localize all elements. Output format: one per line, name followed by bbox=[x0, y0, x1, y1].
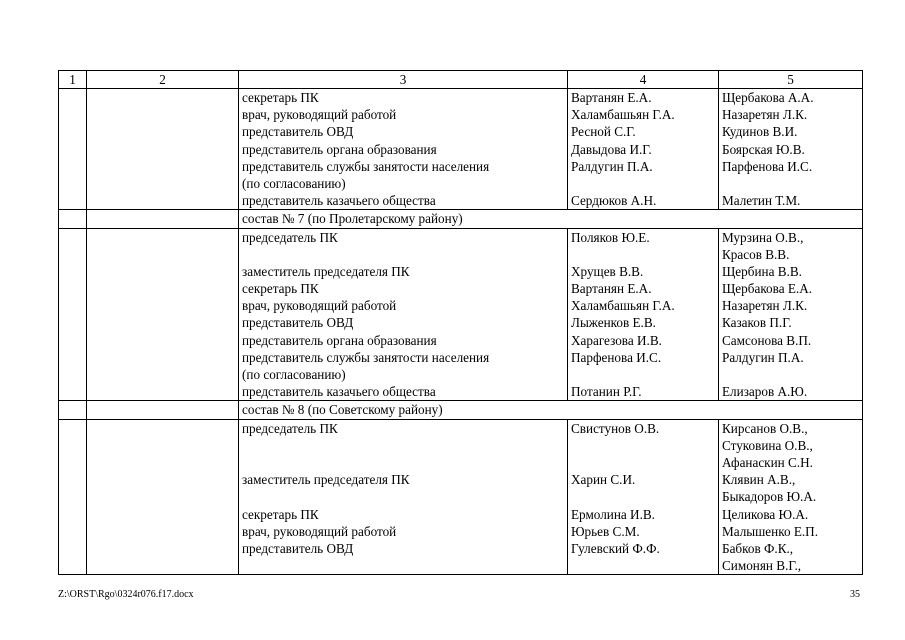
cell-line: Хрущев В.В. bbox=[571, 263, 644, 279]
cell-line bbox=[571, 366, 718, 383]
cell-line: Давыдова И.Г. bbox=[571, 141, 652, 157]
cell-line: Симонян В.Г., bbox=[722, 558, 802, 574]
cell-line: председатель ПК bbox=[242, 229, 338, 245]
cell-line: Вартанян Е.А. bbox=[571, 281, 652, 297]
cell-line: представитель ОВД bbox=[242, 315, 354, 331]
cell-line: Стуковина О.В., bbox=[722, 437, 813, 453]
cell-line bbox=[242, 246, 567, 263]
cell-line: врач, руководящий работой bbox=[242, 298, 397, 314]
cell-line: Ермолина И.В. bbox=[571, 506, 655, 522]
cell-line: заместитель председателя ПК bbox=[242, 472, 410, 488]
section-row bbox=[59, 210, 863, 228]
cell-line: представитель казачьего общества bbox=[242, 193, 436, 209]
cell-line: Свистунов О.В. bbox=[571, 420, 660, 436]
cell-line: Лыженков Е.В. bbox=[571, 315, 656, 331]
cell-line: врач, руководящий работой bbox=[242, 523, 397, 539]
column-header: 5 bbox=[719, 71, 863, 89]
empty-cell bbox=[87, 228, 239, 401]
cell-line: Парфенова И.С. bbox=[722, 158, 813, 174]
column-header: 3 bbox=[239, 71, 568, 89]
section-title: состав № 7 (по Пролетарскому району) bbox=[239, 210, 863, 228]
cell-line bbox=[242, 488, 567, 505]
reserve-cell bbox=[719, 89, 863, 210]
cell-line: Ралдугин П.А. bbox=[571, 158, 653, 174]
empty-cell bbox=[87, 89, 239, 210]
table-row bbox=[59, 419, 863, 575]
cell-line: Щербина В.В. bbox=[722, 263, 802, 279]
table-row bbox=[59, 228, 863, 401]
cell-line: Потанин Р.Г. bbox=[571, 384, 642, 400]
cell-line: представитель казачьего общества bbox=[242, 384, 436, 400]
cell-line: (по согласованию) bbox=[242, 367, 346, 383]
cell-line bbox=[571, 437, 718, 454]
cell-line: Парфенова И.С. bbox=[571, 349, 662, 365]
section-title: состав № 8 (по Советскому району) bbox=[239, 401, 863, 419]
page-number: 35 bbox=[850, 589, 860, 600]
role-cell bbox=[239, 89, 568, 210]
cell-line bbox=[722, 366, 862, 383]
cell-line: секретарь ПК bbox=[242, 90, 319, 105]
cell-line: представитель ОВД bbox=[242, 124, 354, 140]
cell-line bbox=[242, 557, 567, 574]
cell-line: Малетин Т.М. bbox=[722, 193, 801, 209]
cell-line bbox=[242, 454, 567, 471]
cell-line: Афанаскин С.Н. bbox=[722, 454, 813, 470]
role-cell bbox=[239, 419, 568, 575]
cell-line: представитель службы занятости населения bbox=[242, 349, 490, 365]
cell-line: Кирсанов О.В., bbox=[722, 420, 808, 436]
cell-line: секретарь ПК bbox=[242, 506, 319, 522]
member-cell bbox=[568, 89, 719, 210]
cell-line bbox=[722, 175, 862, 192]
cell-line: представитель органа образования bbox=[242, 141, 437, 157]
cell-line: врач, руководящий работой bbox=[242, 107, 397, 123]
cell-line bbox=[571, 488, 718, 505]
cell-line: Гулевский Ф.Ф. bbox=[571, 540, 660, 556]
footer-file-path: Z:\ORST\Rgo\0324r076.f17.docx bbox=[58, 589, 194, 600]
cell-line: Халамбашьян Г.А. bbox=[571, 298, 675, 314]
cell-line: Самсонова В.П. bbox=[722, 332, 812, 348]
cell-line: Быкадоров Ю.А. bbox=[722, 489, 817, 505]
table-header-row bbox=[59, 71, 863, 89]
cell-line: представитель органа образования bbox=[242, 332, 437, 348]
cell-line: председатель ПК bbox=[242, 420, 338, 436]
cell-line: Клявин А.В., bbox=[722, 472, 796, 488]
cell-line: Боярская Ю.В. bbox=[722, 141, 805, 157]
cell-line: Юрьев С.М. bbox=[571, 523, 640, 539]
role-cell bbox=[239, 228, 568, 401]
empty-cell bbox=[59, 419, 87, 575]
column-header: 1 bbox=[59, 71, 87, 89]
empty-cell bbox=[87, 401, 239, 419]
empty-cell bbox=[59, 401, 87, 419]
cell-line: представитель службы занятости населения bbox=[242, 158, 490, 174]
cell-line: Елизаров А.Ю. bbox=[722, 384, 808, 400]
empty-cell bbox=[59, 210, 87, 228]
cell-line: Малышенко Е.П. bbox=[722, 523, 819, 539]
cell-line: Ралдугин П.А. bbox=[722, 349, 804, 365]
cell-line: Красов В.В. bbox=[722, 246, 790, 262]
table-row bbox=[59, 89, 863, 210]
cell-line: Щербакова А.А. bbox=[722, 90, 814, 105]
cell-line: Поляков Ю.Е. bbox=[571, 229, 650, 245]
member-cell bbox=[568, 419, 719, 575]
cell-line bbox=[242, 437, 567, 454]
cell-line: секретарь ПК bbox=[242, 281, 319, 297]
cell-line: Харагезова И.В. bbox=[571, 332, 662, 348]
cell-line: представитель ОВД bbox=[242, 540, 354, 556]
member-cell bbox=[568, 228, 719, 401]
cell-line: Сердюков А.Н. bbox=[571, 193, 657, 209]
cell-line: Назаретян Л.К. bbox=[722, 298, 808, 314]
reserve-cell bbox=[719, 228, 863, 401]
column-header: 2 bbox=[87, 71, 239, 89]
reserve-cell bbox=[719, 419, 863, 575]
cell-line: Харин С.И. bbox=[571, 472, 636, 488]
cell-line: Мурзина О.В., bbox=[722, 229, 804, 245]
empty-cell bbox=[59, 89, 87, 210]
cell-line: Щербакова Е.А. bbox=[722, 281, 813, 297]
cell-line bbox=[571, 557, 718, 574]
cell-line: Ресной С.Г. bbox=[571, 124, 636, 140]
column-header: 4 bbox=[568, 71, 719, 89]
cell-line: заместитель председателя ПК bbox=[242, 263, 410, 279]
empty-cell bbox=[59, 228, 87, 401]
cell-line: Кудинов В.И. bbox=[722, 124, 798, 140]
cell-line: Бабков Ф.К., bbox=[722, 540, 794, 556]
cell-line: Назаретян Л.К. bbox=[722, 107, 808, 123]
empty-cell bbox=[87, 210, 239, 228]
cell-line bbox=[571, 454, 718, 471]
cell-line bbox=[571, 246, 718, 263]
document-table bbox=[58, 70, 863, 575]
section-row bbox=[59, 401, 863, 419]
cell-line: Халамбашьян Г.А. bbox=[571, 107, 675, 123]
empty-cell bbox=[87, 419, 239, 575]
cell-line: Целикова Ю.А. bbox=[722, 506, 809, 522]
cell-line: Вартанян Е.А. bbox=[571, 90, 652, 105]
cell-line bbox=[571, 175, 718, 192]
cell-line: (по согласованию) bbox=[242, 175, 346, 191]
cell-line: Казаков П.Г. bbox=[722, 315, 792, 331]
